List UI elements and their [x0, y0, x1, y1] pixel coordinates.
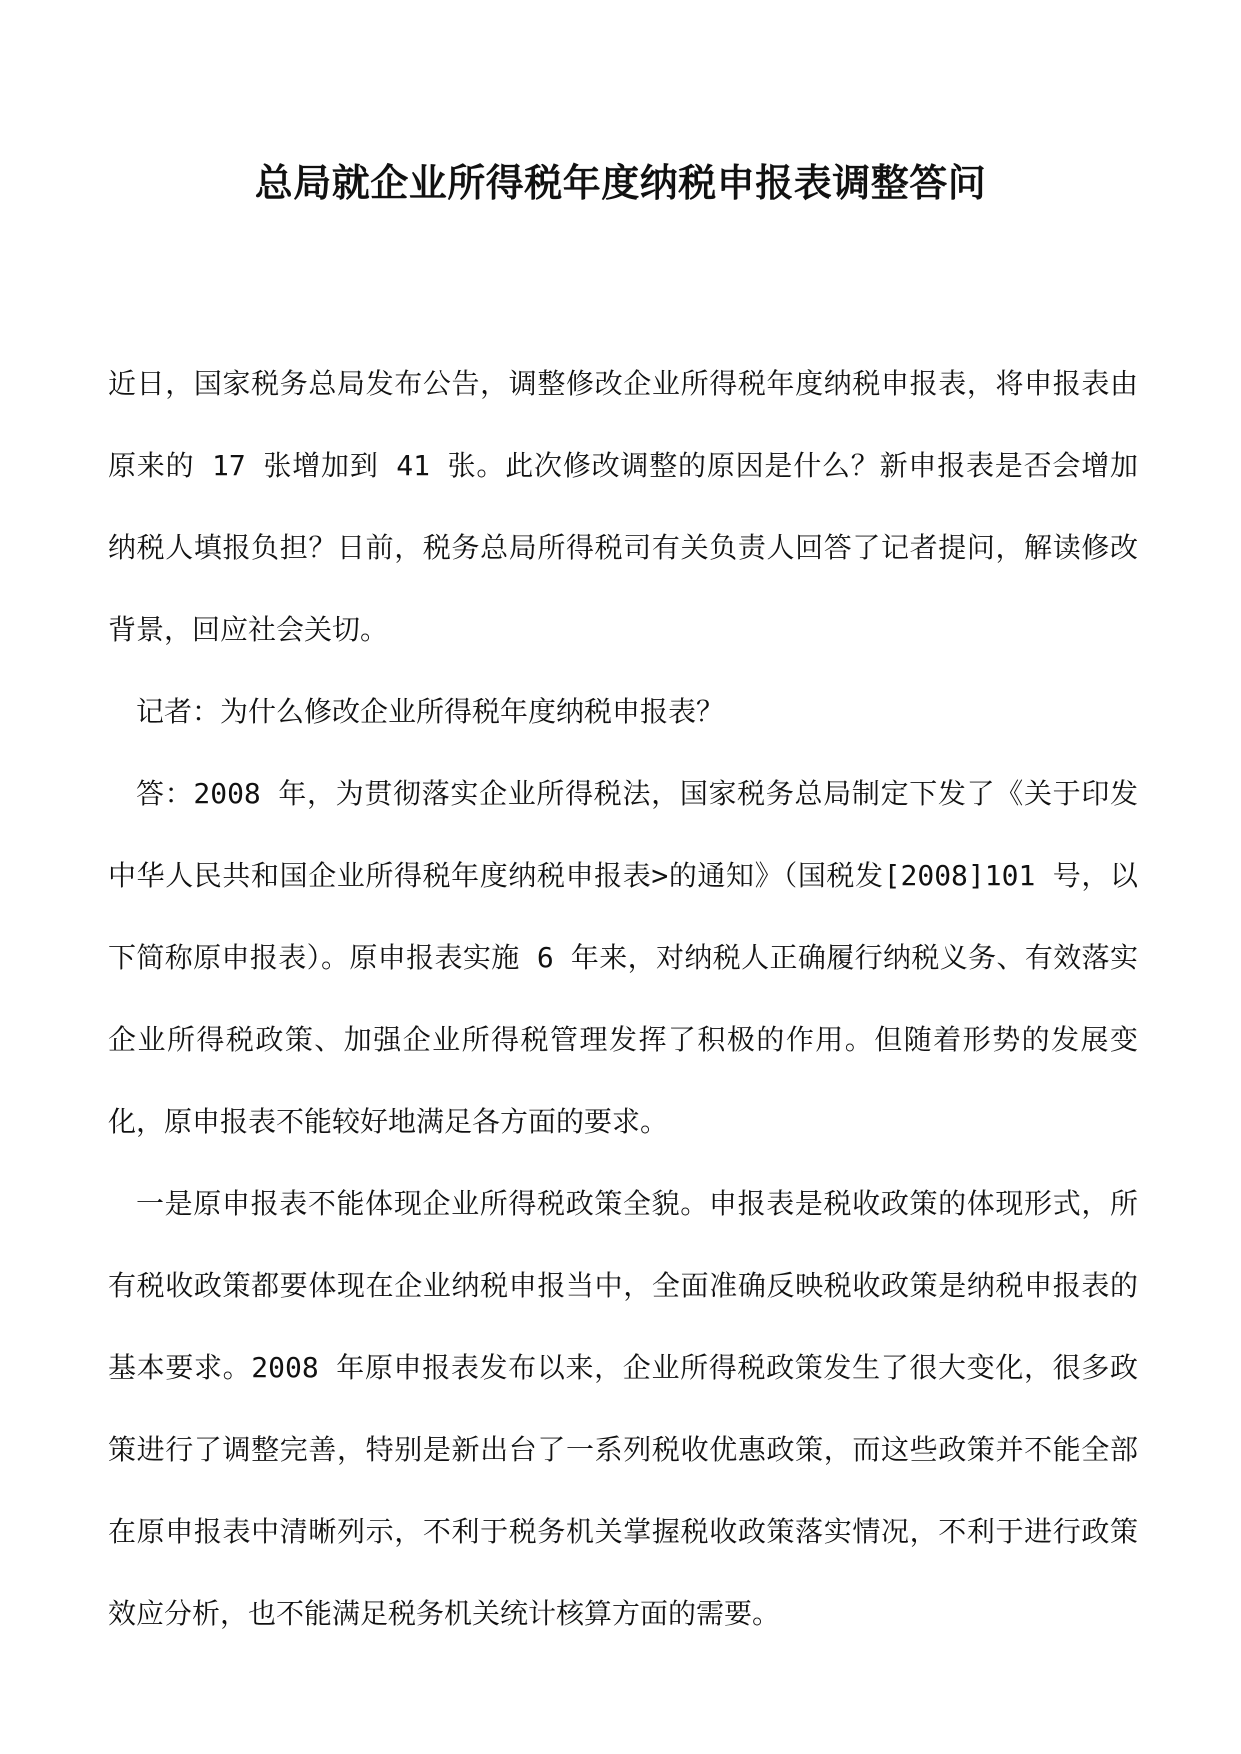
paragraph-intro: 近日，国家税务总局发布公告，调整修改企业所得税年度纳税申报表，将申报表由原来的 17 张增加到 41 张。此次修改调整的原因是什么？新申报表是否会增加纳税人填报负担？日前，税务总局所得税司有关负责人回答了记者提问，解读修改背景，回应社会关切。 — [108, 367, 1138, 646]
document-title: 总局就企业所得税年度纳税申报表调整答问 — [254, 161, 987, 205]
paragraph-question: 记者：为什么修改企业所得税年度纳税申报表？ — [136, 695, 725, 728]
paragraph-point-one: 一是原申报表不能体现企业所得税政策全貌。申报表是税收政策的体现形式，所有税收政策都要体现在企业纳税申报当中，全面准确反映税收政策是纳税申报表的基本要求。2008 年原申报表发布以来，企业所得税政策发生了很大变化，很多政策进行了调整完善，特别是新出台了一系列税收优惠政策，而这些政策并不能全部在原申报表中清晰列示，不利于税务机关掌握税收政策落实情况，不利于进行政策效应分析，也不能满足税务机关统计核算方面的需要。 — [108, 1187, 1138, 1630]
paragraph-answer: 答：2008 年，为贯彻落实企业所得税法，国家税务总局制定下发了《关于印发中华人民共和国企业所得税年度纳税申报表>的通知》（国税发[2008]101 号，以下简称原申报表）。原申报表实施 6 年来，对纳税人正确履行纳税义务、有效落实企业所得税政策、加强企业所得税管理发挥了积极的作用。但随着形势的发展变化，原申报表不能较好地满足各方面的要求。 — [108, 777, 1138, 1138]
document-body — [108, 343, 1138, 1655]
